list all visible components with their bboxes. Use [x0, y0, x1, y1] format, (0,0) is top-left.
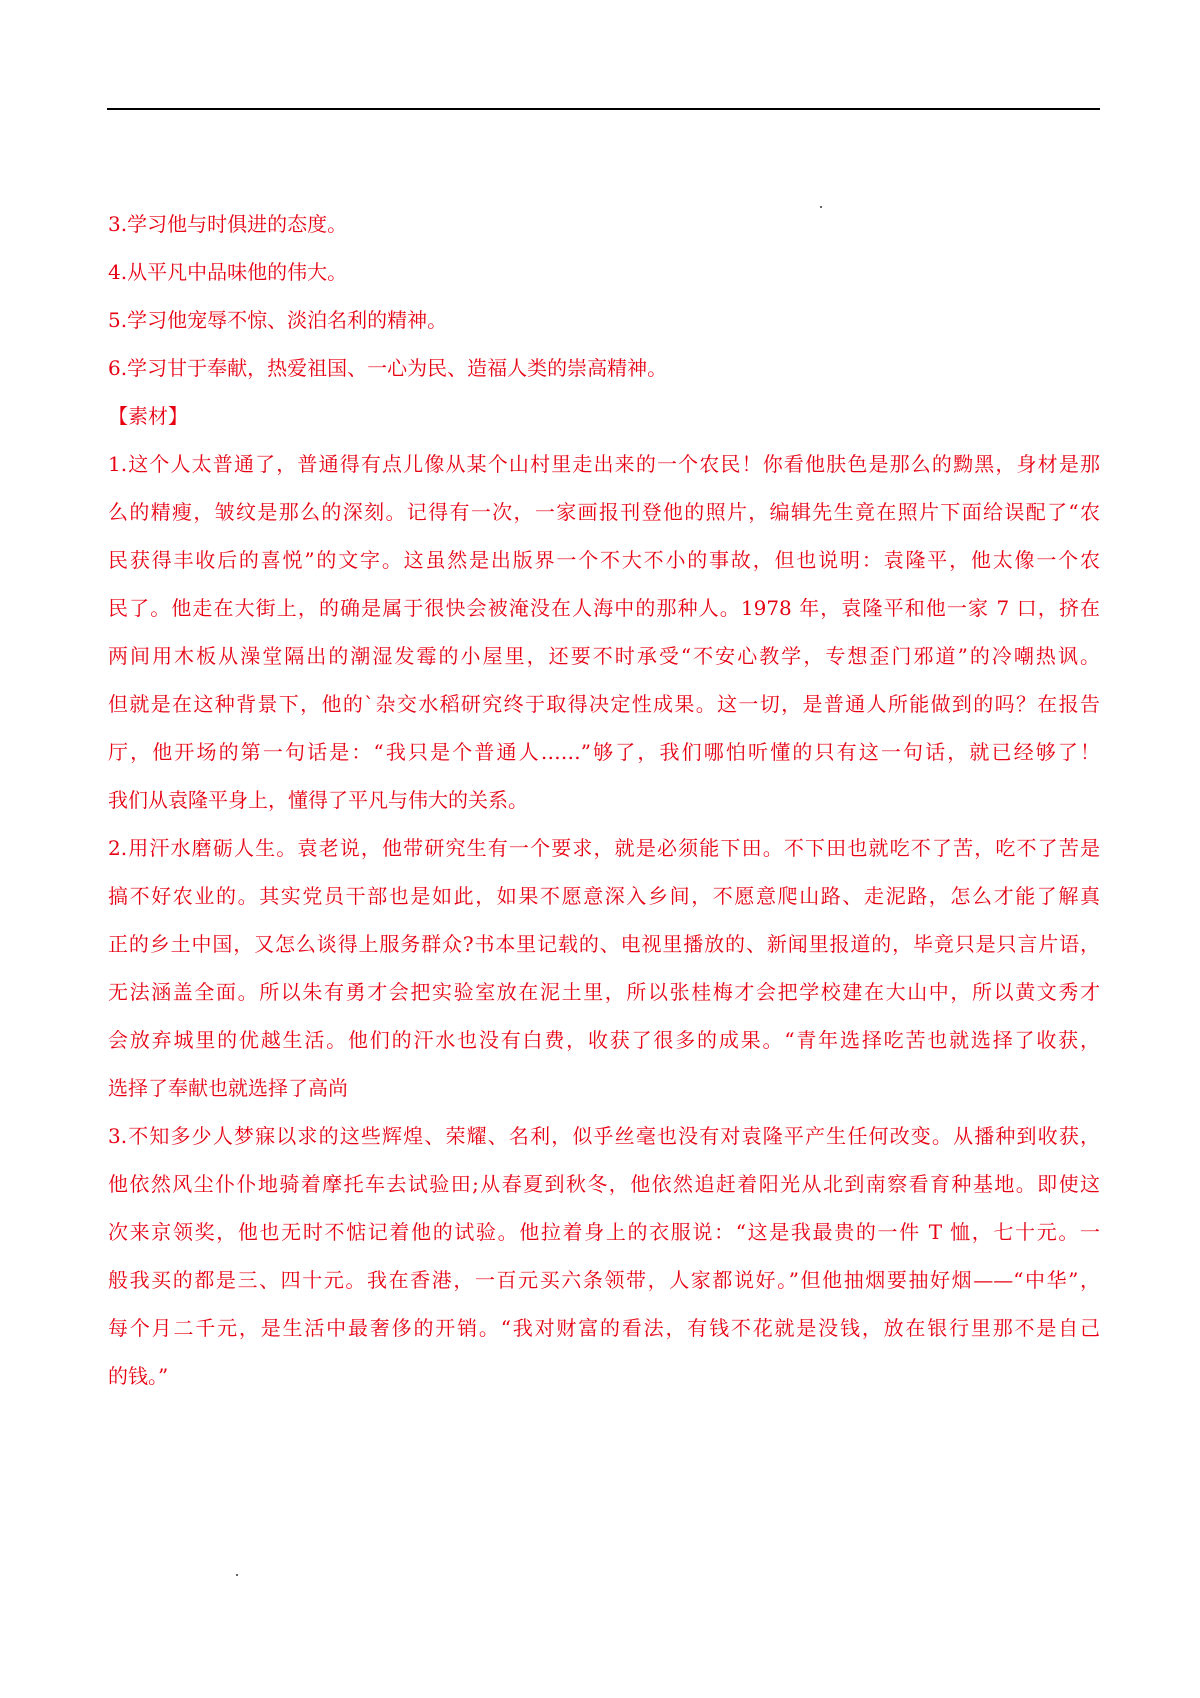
paragraph-line: 1.这个人太普通了，普通得有点儿像从某个山村里走出来的一个农民！你看他肤色是那么的黝黑，身材是那	[108, 452, 1100, 476]
paragraph-line: 他依然风尘仆仆地骑着摩托车去试验田;从春夏到秋冬，他依然追赶着阳光从北到南察看育种基地。即使这	[108, 1172, 1100, 1196]
page-content	[108, 200, 1100, 1400]
point-item: 3.学习他与时俱进的态度。	[108, 212, 348, 236]
paragraph-line: 无法涵盖全面。所以朱有勇才会把实验室放在泥土里，所以张桂梅才会把学校建在大山中，所以黄文秀才	[108, 980, 1100, 1004]
paragraph-line: 么的精瘦，皱纹是那么的深刻。记得有一次，一家画报刊登他的照片，编辑先生竟在照片下面给误配了“农	[108, 500, 1100, 524]
paragraph-line: 2.用汗水磨砺人生。袁老说，他带研究生有一个要求，就是必须能下田。不下田也就吃不了苦，吃不了苦是	[108, 836, 1100, 860]
paragraph-line: 每个月二千元，是生活中最奢侈的开销。“我对财富的看法，有钱不花就是没钱，放在银行里那不是自己	[108, 1316, 1100, 1340]
paragraph-line: 选择了奉献也就选择了高尚	[108, 1076, 348, 1100]
paragraph-line: 厅，他开场的第一句话是：“我只是个普通人……”够了，我们哪怕听懂的只有这一句话，就已经够了！	[108, 740, 1100, 764]
material-paragraph-3	[108, 1112, 1100, 1400]
paragraph-line: 会放弃城里的优越生活。他们的汗水也没有白费，收获了很多的成果。“青年选择吃苦也就选择了收获，	[108, 1028, 1100, 1052]
point-item: 4.从平凡中品味他的伟大。	[108, 260, 348, 284]
scan-speck	[236, 1574, 238, 1576]
paragraph-line: 两间用木板从澡堂隔出的潮湿发霉的小屋里，还要不时承受“不安心教学，专想歪门邪道”的冷嘲热讽。	[108, 644, 1100, 668]
paragraph-line: 正的乡土中国，又怎么谈得上服务群众?书本里记载的、电视里播放的、新闻里报道的，毕竟只是只言片语，	[108, 932, 1100, 956]
material-paragraph-1	[108, 440, 1100, 824]
paragraph-line: 次来京领奖，他也无时不惦记着他的试验。他拉着身上的衣服说：“这是我最贵的一件 T 恤，七十元。一	[108, 1220, 1100, 1244]
points-list	[108, 200, 1100, 392]
paragraph-line: 的钱。”	[108, 1364, 169, 1388]
point-item: 6.学习甘于奉献，热爱祖国、一心为民、造福人类的崇高精神。	[108, 356, 668, 380]
paragraph-line: 我们从袁隆平身上，懂得了平凡与伟大的关系。	[108, 788, 528, 812]
material-paragraph-2	[108, 824, 1100, 1112]
point-item: 5.学习他宠辱不惊、淡泊名利的精神。	[108, 308, 448, 332]
paragraph-line: 民了。他走在大街上，的确是属于很快会被淹没在人海中的那种人。1978 年，袁隆平和他一家 7 口，挤在	[108, 596, 1100, 620]
paragraph-line: 3.不知多少人梦寐以求的这些辉煌、荣耀、名利，似乎丝毫也没有对袁隆平产生任何改变。从播种到收获，	[108, 1124, 1100, 1148]
paragraph-line: 搞不好农业的。其实党员干部也是如此，如果不愿意深入乡间，不愿意爬山路、走泥路，怎么才能了解真	[108, 884, 1100, 908]
material-heading: 【素材】	[108, 404, 188, 428]
paragraph-line: 但就是在这种背景下，他的`杂交水稻研究终于取得决定性成果。这一切，是普通人所能做到的吗？在报告	[108, 692, 1100, 716]
paragraph-line: 民获得丰收后的喜悦”的文字。这虽然是出版界一个不大不小的事故，但也说明：袁隆平，他太像一个农	[108, 548, 1100, 572]
header-rule	[107, 108, 1100, 110]
paragraph-line: 般我买的都是三、四十元。我在香港，一百元买六条领带，人家都说好。”但他抽烟要抽好烟——“中华”，	[108, 1268, 1100, 1292]
